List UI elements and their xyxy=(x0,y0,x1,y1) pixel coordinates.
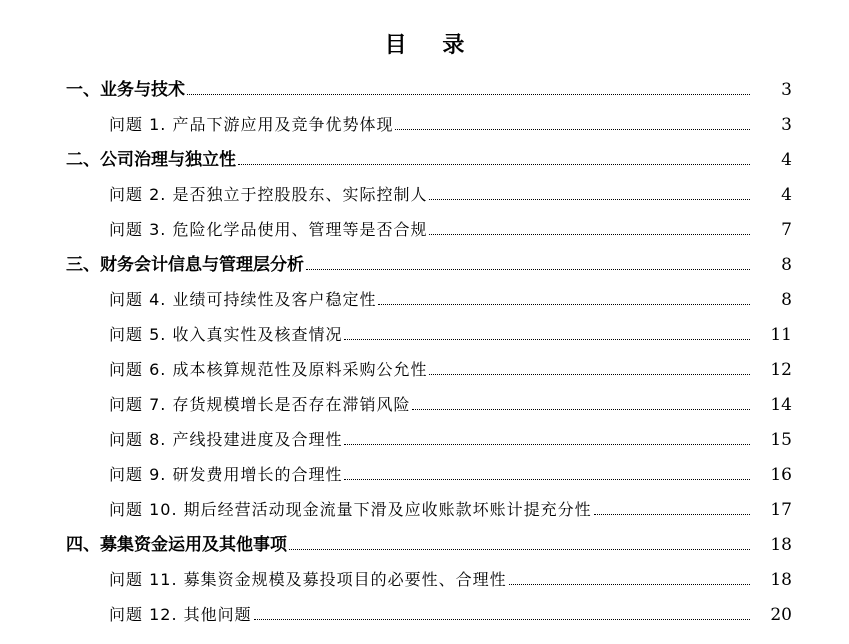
toc-question-entry[interactable] xyxy=(0,486,849,521)
dot-leader xyxy=(254,618,750,620)
toc-entry-label: 问题 1. 产品下游应用及竞争优势体现 xyxy=(109,115,394,134)
dot-leader xyxy=(238,163,750,165)
toc-question-entry[interactable] xyxy=(0,416,849,451)
dot-leader xyxy=(344,338,750,340)
toc-entry-label: 问题 9. 研发费用增长的合理性 xyxy=(109,465,343,484)
toc-page-number: 4 xyxy=(781,185,792,205)
toc-entry-label: 问题 10. 期后经营活动现金流量下滑及应收账款坏账计提充分性 xyxy=(109,500,592,519)
toc-page-number: 3 xyxy=(781,80,792,100)
dot-leader xyxy=(344,478,750,480)
toc-question-entry[interactable] xyxy=(0,311,849,346)
toc-page-number: 17 xyxy=(770,500,792,520)
toc-question-entry[interactable] xyxy=(0,171,849,206)
toc-question-entry[interactable] xyxy=(0,206,849,241)
toc-section-entry[interactable] xyxy=(0,521,849,556)
toc-page-number: 11 xyxy=(770,325,792,345)
dot-leader xyxy=(429,373,750,375)
toc-page-number: 7 xyxy=(781,220,792,240)
dot-leader xyxy=(594,513,750,515)
toc-entry-label: 问题 12. 其他问题 xyxy=(109,605,252,624)
dot-leader xyxy=(395,128,750,130)
toc-page-number: 18 xyxy=(770,570,792,590)
dot-leader xyxy=(378,303,750,305)
toc-question-entry[interactable] xyxy=(0,276,849,311)
toc-section-entry[interactable] xyxy=(0,66,849,101)
toc-question-entry[interactable] xyxy=(0,556,849,591)
toc-question-entry[interactable] xyxy=(0,591,849,626)
toc-section-entry[interactable] xyxy=(0,136,849,171)
toc-page-number: 12 xyxy=(770,360,792,380)
dot-leader xyxy=(429,198,750,200)
toc-page-number: 18 xyxy=(770,535,792,555)
dot-leader xyxy=(412,408,750,410)
toc-page-number: 8 xyxy=(781,290,792,310)
toc-entry-label: 问题 3. 危险化学品使用、管理等是否合规 xyxy=(109,220,428,239)
dot-leader xyxy=(187,93,750,95)
toc-page-number: 15 xyxy=(770,430,792,450)
toc-question-entry[interactable] xyxy=(0,346,849,381)
toc-page-number: 14 xyxy=(770,395,792,415)
toc-page-number: 8 xyxy=(781,255,792,275)
toc-page-number: 4 xyxy=(781,150,792,170)
toc-entry-label: 问题 7. 存货规模增长是否存在滞销风险 xyxy=(109,395,411,414)
toc-entry-label: 三、财务会计信息与管理层分析 xyxy=(66,255,304,275)
toc-page-number: 20 xyxy=(770,605,792,625)
toc-entry-label: 问题 11. 募集资金规模及募投项目的必要性、合理性 xyxy=(109,570,507,589)
toc-entry-label: 四、募集资金运用及其他事项 xyxy=(66,535,287,555)
toc-entry-label: 问题 2. 是否独立于控股股东、实际控制人 xyxy=(109,185,428,204)
toc-entry-label: 问题 4. 业绩可持续性及客户稳定性 xyxy=(109,290,377,309)
toc-page-number: 3 xyxy=(781,115,792,135)
toc-entry-label: 二、公司治理与独立性 xyxy=(66,150,236,170)
toc-question-entry[interactable] xyxy=(0,381,849,416)
dot-leader xyxy=(306,268,750,270)
toc-question-entry[interactable] xyxy=(0,101,849,136)
toc-entry-label: 一、业务与技术 xyxy=(66,80,185,100)
toc-title: 目 录 xyxy=(384,33,479,58)
dot-leader xyxy=(509,583,750,585)
toc-entry-label: 问题 8. 产线投建进度及合理性 xyxy=(109,430,343,449)
toc-entry-label: 问题 5. 收入真实性及核查情况 xyxy=(109,325,343,344)
toc-page-number: 16 xyxy=(770,465,792,485)
toc-entry-label: 问题 6. 成本核算规范性及原料采购公允性 xyxy=(109,360,428,379)
dot-leader xyxy=(289,548,750,550)
dot-leader xyxy=(344,443,750,445)
dot-leader xyxy=(429,233,750,235)
toc-section-entry[interactable] xyxy=(0,241,849,276)
toc-question-entry[interactable] xyxy=(0,451,849,486)
